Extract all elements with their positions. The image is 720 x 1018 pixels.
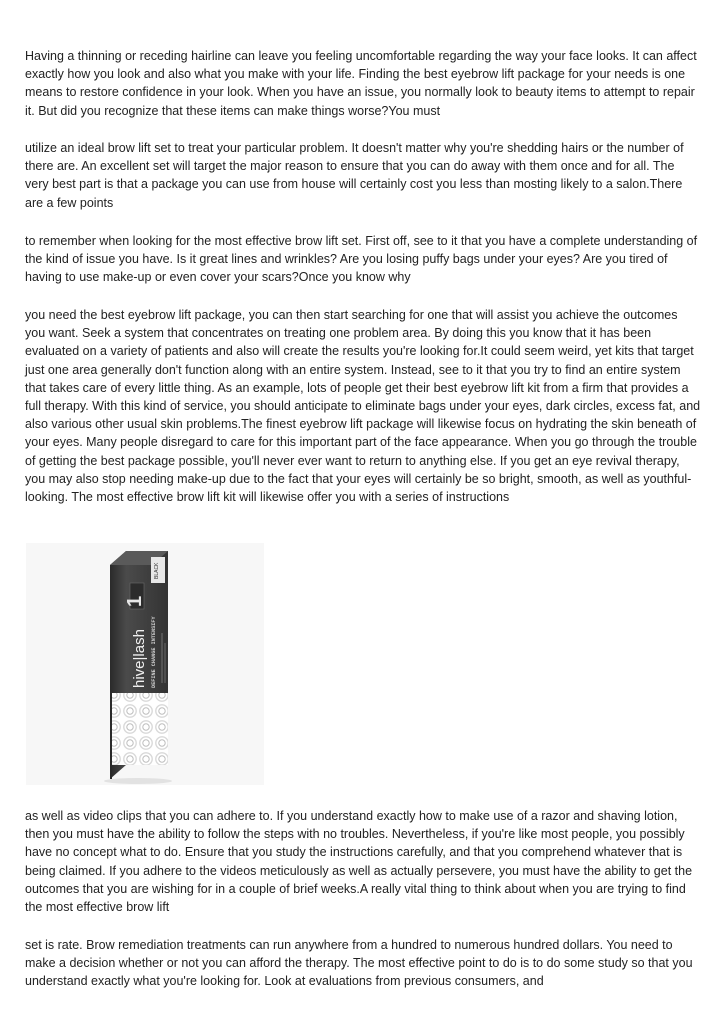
paragraph-1: Having a thinning or receding hairline can leave you feeling uncomfortable regarding the way your face looks. It can affect exactly how you look and also what you make with your life. Finding the best eyebrow lift package for your needs is one means to restore confidence in your look. When you have an issue, you normally look to beauty items to attempt to repair it. But did you recognize that these items can make things worse?You must bbox=[25, 49, 697, 118]
subtitle-text: DEFINE CHANGE INTENSIFY bbox=[151, 616, 157, 688]
brow-tint-box-illustration bbox=[26, 543, 264, 785]
paragraph-2: utilize an ideal brow lift set to treat your particular problem. It doesn't matter why you're shedding hairs or the number of there are. An excellent set will target the major reason to ensure that you can do away with them once and for all. The very best part is that a package you can use from house will certainly cost you less than mosting likely to a salon.There are a few points bbox=[25, 141, 684, 210]
paragraph-4: you need the best eyebrow lift package, you can then start searching for one that will assist you achieve the outcomes you want. Seek a system that concentrates on treating one problem area. By doing this you know that it has been evaluated on a variety of patients and also will create the results you're looking for.It could seem weird, yet kits that target just one area generally don't function along with an entire system. Instead, see to it that you try to find an entire system that takes care of every little thing. As an example, lots of people get their best eyebrow lift kit from a firm that provides a full therapy. With this kind of service, you should anticipate to eliminate bags under your eyes, dark circles, excess fat, and also various other usual skin problems.The finest eyebrow lift package will likewise focus on hydrating the skin beneath of your eyes. Many people disregard to care for this important part of the face appearance. When you go through the trouble of getting the best package possible, you'll never ever want to return to anything else. If you get an eye revival therapy, you may also stop needing make-up due to the fact that your eyes will certainly be so bright, smooth, as well as youthful-looking. The most effective brow lift kit will likewise offer you with a series of instructions bbox=[25, 308, 701, 505]
box-pattern bbox=[112, 693, 168, 765]
shade-text: BLACK bbox=[154, 562, 160, 579]
paragraph-6: set is rate. Brow remediation treatments can run anywhere from a hundred to numerous hundred dollars. You need to make a decision whether or not you can afford the therapy. The most effective point to do is to do some study so that you understand exactly what you're looking for. Look at evaluations from previous consumers, and bbox=[25, 938, 693, 989]
paragraph-5: as well as video clips that you can adhere to. If you understand exactly how to make use of a razor and shaving lotion, then you must have the ability to follow the steps with no troubles. Nevertheless, if you're like most people, you possibly have no concept what to do. Ensure that you study the instructions carefully, and that you comprehend whatever that is being claimed. If you adhere to the videos meticulously as well as actually persevere, you must have the ability to get the outcomes that you are wishing for in a couple of brief weeks.A really vital thing to think about when you are trying to find the most effective brow lift bbox=[25, 809, 693, 915]
number-badge: 1 bbox=[124, 595, 146, 607]
product-image bbox=[26, 543, 264, 785]
brand-text: hive|lash bbox=[131, 629, 148, 688]
paragraph-3: to remember when looking for the most effective brow lift set. First off, see to it that you have a complete understanding of the kind of issue you have. Is it great lines and wrinkles? Are you losing puffy bags under your eyes? Are you tired of having to use make-up or even cover your scars?Once you know why bbox=[25, 234, 698, 285]
